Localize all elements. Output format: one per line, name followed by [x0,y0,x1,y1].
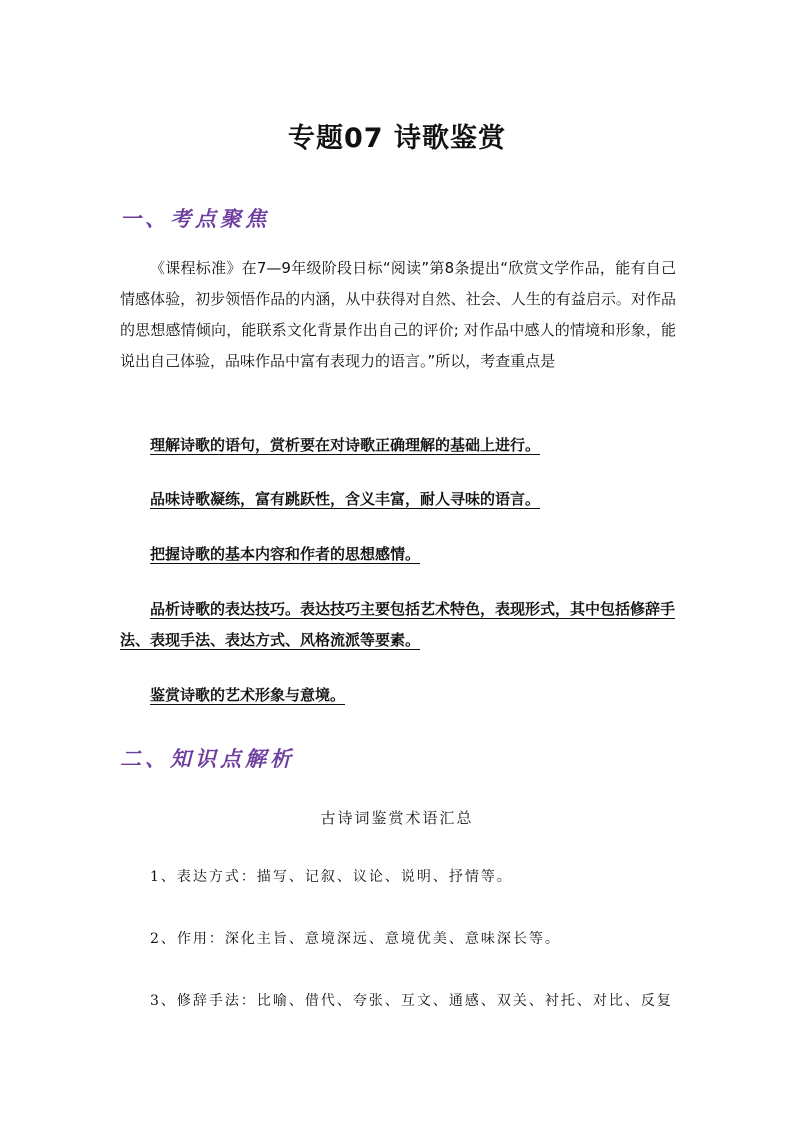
section-heading-focus: 一、考点聚焦 [120,206,270,231]
key-point-3: 把握诗歌的基本内容和作者的思想感情。 [150,545,421,563]
key-point-5: 鉴赏诗歌的艺术形象与意境。 [150,686,346,704]
intro-paragraph: 《课程标准》在7—9年级阶段日标“阅读”第8条提出“欣赏文学作品，能有自己情感体验，初步领悟作品的内涵，从中获得对自然、社会、人生的有益启示。对作品的思想感情倾向，能联系文化背景作出自己的评价; 对作品中感人的情境和形象，能说出自己体验，品味作品中富有表现力的语言。”所以，考查重点是 [120,259,676,370]
term-item-1: 1、表达方式：描写、记叙、议论、说明、抒情等。 [150,869,513,885]
page-title: 专题07 诗歌鉴赏 [288,123,506,154]
term-item-2: 2、作用：深化主旨、意境深远、意境优美、意味深长等。 [150,931,561,947]
key-point-2: 品味诗歌凝练，富有跳跃性，含义丰富，耐人寻味的语言。 [150,490,541,508]
section-subtitle: 古诗词鉴赏术语汇总 [320,809,474,827]
term-item-3: 3、修辞手法：比喻、借代、夸张、互文、通感、双关、衬托、对比、反复 [150,993,673,1009]
key-point-4: 品析诗歌的表达技巧。表达技巧主要包括艺术特色，表现形式，其中包括修辞手法、表现手法、表达方式、风格流派等要素。 [120,600,676,649]
key-point-1: 理解诗歌的语句，赏析要在对诗歌正确理解的基础上进行。 [150,436,541,454]
section-heading-analysis: 二、知识点解析 [120,746,295,771]
